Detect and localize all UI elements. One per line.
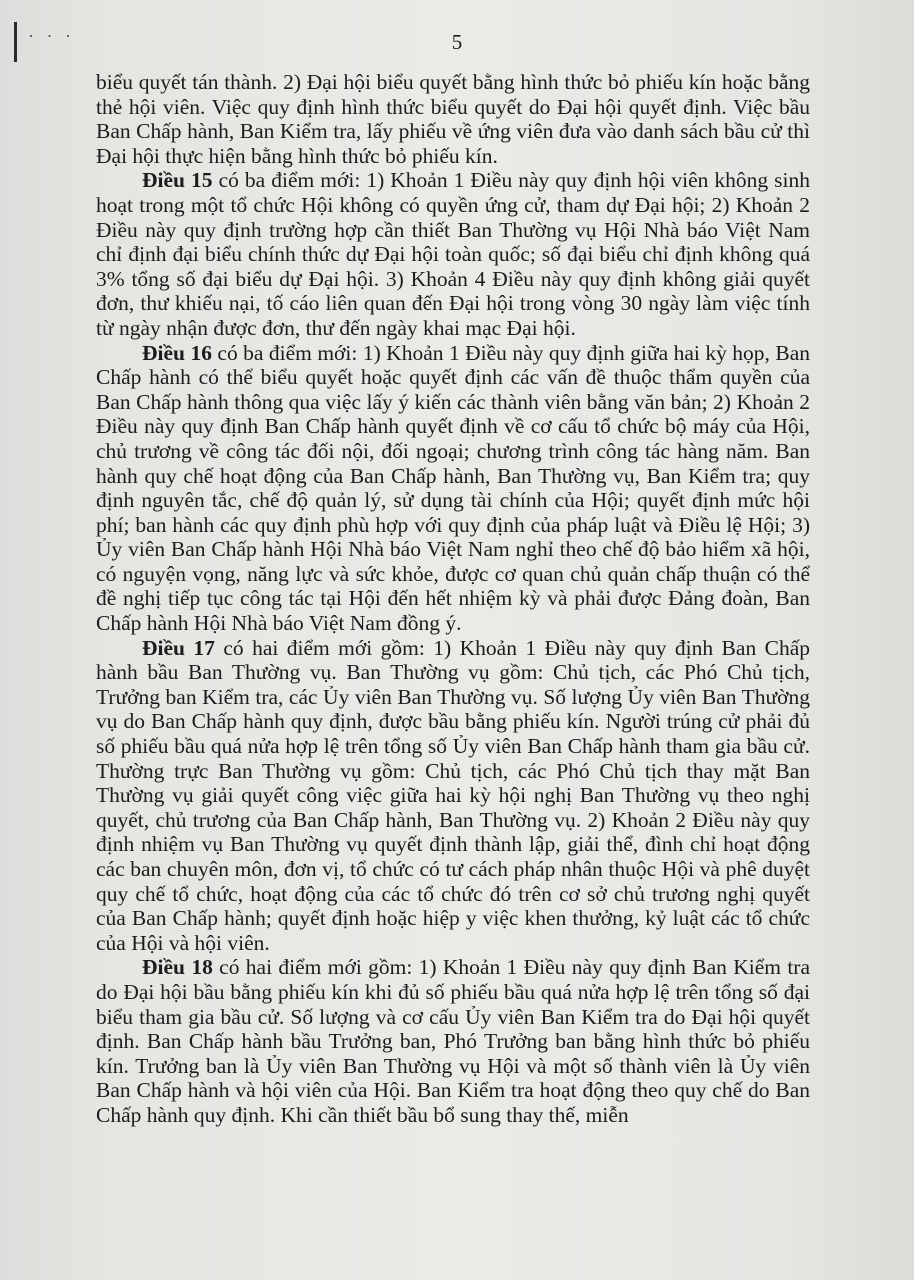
article-heading: Điều 15 bbox=[142, 168, 213, 193]
paragraph-text: có ba điểm mới: 1) Khoản 1 Điều này quy định giữa hai kỳ họp, Ban Chấp hành có thể biểu quyết hoặc quyết định các vấn đề thuộc thẩm quyền của Ban Chấp hành thông qua việc lấy ý kiến các thành viên bằng văn bản; 2) Khoản 2 Điều này quy định Ban Chấp hành quyết định về cơ cấu tổ chức bộ máy của Hội, chủ trương về công tác đối nội, đối ngoại; chương trình công tác hàng năm. Ban hành quy chế hoạt động của Ban Chấp hành, Ban Thường vụ, Ban Kiểm tra; quy định nguyên tắc, chế độ quản lý, sử dụng tài chính của Hội; quyết định mức hội phí; ban hành các quy định phù hợp với quy định của pháp luật và Điều lệ Hội; 3) Ủy viên Ban Chấp hành Hội Nhà báo Việt Nam nghỉ theo chế độ bảo hiểm xã hội, có nguyện vọng, năng lực và sức khỏe, được cơ quan chủ quản chấp thuận có thể đề nghị tiếp tục công tác tại Hội đến hết nhiệm kỳ và phải được Đảng đoàn, Ban Chấp hành Hội Nhà báo Việt Nam đồng ý. bbox=[96, 340, 810, 636]
paragraph-article-16 bbox=[96, 341, 810, 636]
paragraph-text: biểu quyết tán thành. 2) Đại hội biểu quyết bằng hình thức bỏ phiếu kín hoặc bằng thẻ hội viên. Việc quy định hình thức biểu quyết do Đại hội quyết định. Việc bầu Ban Chấp hành, Ban Kiểm tra, lấy phiếu về ứng viên đưa vào danh sách bầu cử thì Đại hội thực hiện bằng hình thức bỏ phiếu kín. bbox=[96, 70, 810, 168]
article-heading: Điều 16 bbox=[142, 340, 212, 365]
paragraph-continuation bbox=[96, 70, 810, 168]
paragraph-text: có hai điểm mới gồm: 1) Khoản 1 Điều này quy định Ban Kiểm tra do Đại hội bầu bằng phiếu kín khi đủ số phiếu bầu quá nửa hợp lệ trên tổng số đại biểu tham gia bầu cử. Số lượng và cơ cấu Ủy viên Ban Kiểm tra do Đại hội quyết định. Ban Chấp hành bầu Trưởng ban, Phó Trưởng ban bằng hình thức bỏ phiếu kín. Trưởng ban là Ủy viên Ban Thường vụ Hội và một số thành viên là Ủy viên Ban Chấp hành và hội viên của Hội. Ban Kiểm tra hoạt động theo quy chế do Ban Chấp hành quy định. Khi cần thiết bầu bổ sung thay thế, miễn bbox=[96, 955, 810, 1127]
paragraph-text: có hai điểm mới gồm: 1) Khoản 1 Điều này quy định Ban Chấp hành bầu Ban Thường vụ. Ban Thường vụ gồm: Chủ tịch, các Phó Chủ tịch, Trưởng ban Kiểm tra, các Ủy viên Ban Thường vụ. Số lượng Ủy viên Ban Thường vụ do Ban Chấp hành quy định, được bầu bằng phiếu kín. Người trúng cử phải đủ số phiếu bầu quá nửa hợp lệ trên tổng số Ủy viên Ban Chấp hành tham gia bầu cử. Thường trực Ban Thường vụ gồm: Chủ tịch, các Phó Chủ tịch thay mặt Ban Thường vụ giải quyết công việc giữa hai kỳ hội nghị Ban Thường vụ theo nghị quyết, chủ trương của Ban Chấp hành, Ban Thường vụ. 2) Khoản 2 Điều này quy định nhiệm vụ Ban Thường vụ quyết định thành lập, giải thể, đình chỉ hoạt động các ban chuyên môn, đơn vị, tổ chức có tư cách pháp nhân thuộc Hội và phê duyệt quy chế tổ chức, hoạt động của các tổ chức đó trên cơ sở chủ trương nghị quyết của Ban Chấp hành; quyết định hoặc hiệp y việc khen thưởng, kỷ luật các tổ chức của Hội và hội viên. bbox=[96, 635, 811, 955]
body-text bbox=[96, 70, 810, 1128]
paragraph-article-17 bbox=[96, 636, 810, 956]
article-heading: Điều 17 bbox=[142, 635, 215, 660]
article-heading: Điều 18 bbox=[142, 955, 213, 980]
paragraph-text: có ba điểm mới: 1) Khoản 1 Điều này quy định hội viên không sinh hoạt trong một tổ chức Hội không có quyền ứng cử, tham dự Đại hội; 2) Khoản 2 Điều này quy định trường hợp cần thiết Ban Thường vụ Hội Nhà báo Việt Nam chỉ định đại biểu chính thức dự Đại hội toàn quốc; số đại biểu chỉ định không quá 3% tổng số đại biểu dự Đại hội. 3) Khoản 4 Điều này quy định không giải quyết đơn, thư khiếu nại, tố cáo liên quan đến Đại hội trong vòng 30 ngày làm việc tính từ ngày nhận được đơn, thư đến ngày khai mạc Đại hội. bbox=[96, 168, 811, 340]
paragraph-article-18 bbox=[96, 955, 810, 1127]
page-number: 5 bbox=[451, 30, 463, 54]
margin-dots: · · · bbox=[28, 26, 75, 46]
paragraph-article-15 bbox=[96, 168, 810, 340]
